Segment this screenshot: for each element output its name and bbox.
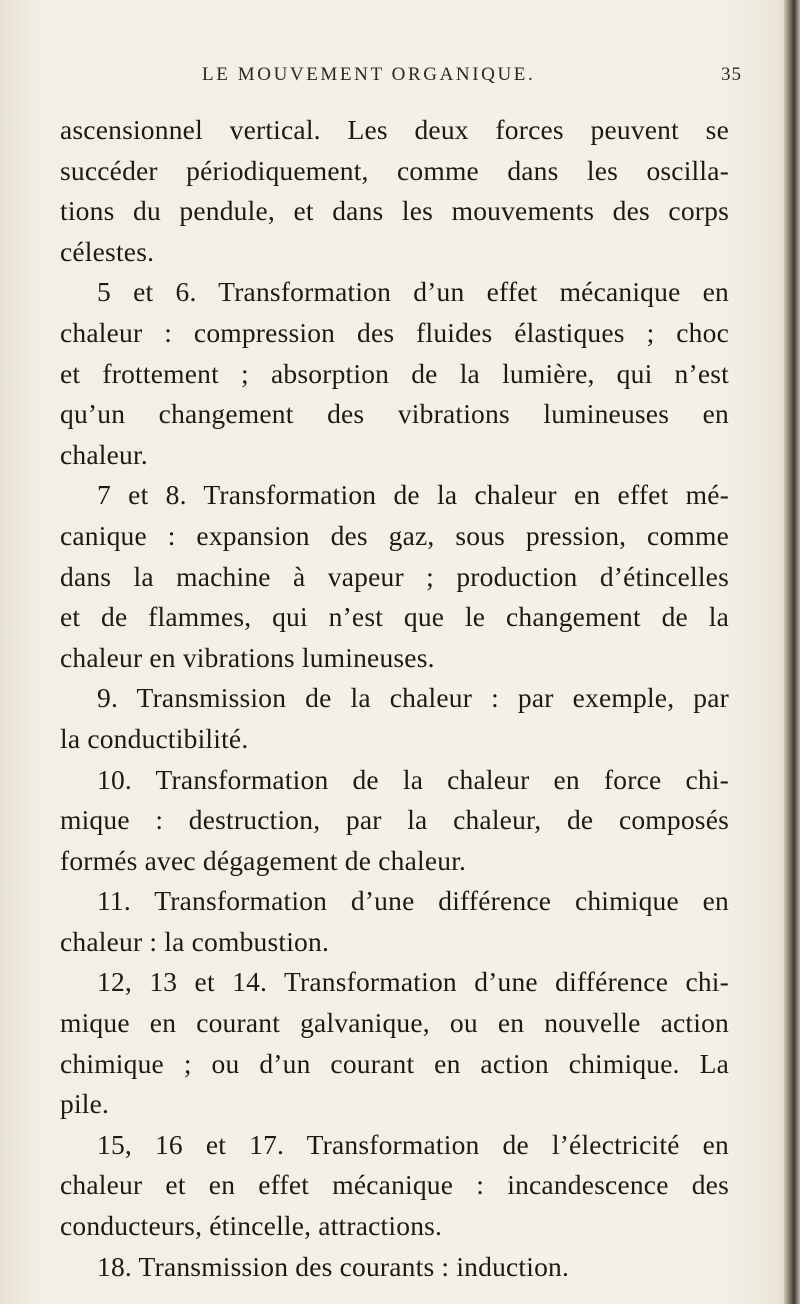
text-line: chimique ; ou d’un courant en action chimique. La (60, 1047, 729, 1079)
text-line: chaleur en vibrations lumineuses. (60, 641, 435, 673)
text-line: pile. (60, 1088, 110, 1120)
text-line: qu’un changement des vibrations lumineuses en (60, 398, 729, 430)
running-title: LE MOUVEMENT ORGANIQUE. (202, 64, 536, 85)
text-line: ascensionnel vertical. Les deux forces peuvent se (60, 114, 729, 145)
text-line: conducteurs, étincelle, attractions. (60, 1210, 443, 1242)
running-header (60, 64, 800, 96)
text-line: et de flammes, qui n’est que le changement de la (60, 601, 729, 633)
text-line: 18. Transmission des courants : induction. (97, 1250, 570, 1282)
text-line: 9. Transmission de la chaleur : par exemple, par (97, 682, 729, 714)
page-number: 35 (721, 64, 742, 85)
text-line: 5 et 6. Transformation d’un effet mécanique en (97, 276, 729, 308)
text-line: et frottement ; absorption de la lumière, qui n’est (60, 357, 729, 389)
text-line: 10. Transformation de la chaleur en force chi- (97, 763, 729, 795)
text-line: la conductibilité. (60, 722, 249, 754)
text-line: 11. Transformation d’une différence chimique en (97, 885, 729, 917)
page-edge-shadow (784, 0, 800, 1304)
text-line: chaleur : compression des fluides élastiques ; choc (60, 316, 729, 348)
text-line: mique en courant galvanique, ou en nouvelle action (60, 1007, 729, 1039)
text-line: formés avec dégagement de chaleur. (60, 844, 467, 876)
text-line: chaleur et en effet mécanique : incandescence des (60, 1169, 729, 1201)
text-line: 12, 13 et 14. Transformation d’une différence chi- (97, 966, 729, 998)
text-line: chaleur. (60, 438, 148, 470)
text-line: tions du pendule, et dans les mouvements des corps (60, 195, 729, 227)
text-line: mique : destruction, par la chaleur, de composés (60, 804, 729, 836)
text-line: dans la machine à vapeur ; production d’étincelles (60, 560, 729, 592)
text-line: chaleur : la combustion. (60, 925, 330, 957)
text-line: succéder périodiquement, comme dans les oscilla- (60, 154, 729, 186)
text-line: canique : expansion des gaz, sous pression, comme (60, 519, 729, 551)
text-line: célestes. (60, 235, 155, 267)
text-line: 15, 16 et 17. Transformation de l’électricité en (97, 1128, 729, 1160)
body-text (60, 110, 729, 1287)
text-line: 7 et 8. Transformation de la chaleur en effet mé- (97, 479, 729, 511)
